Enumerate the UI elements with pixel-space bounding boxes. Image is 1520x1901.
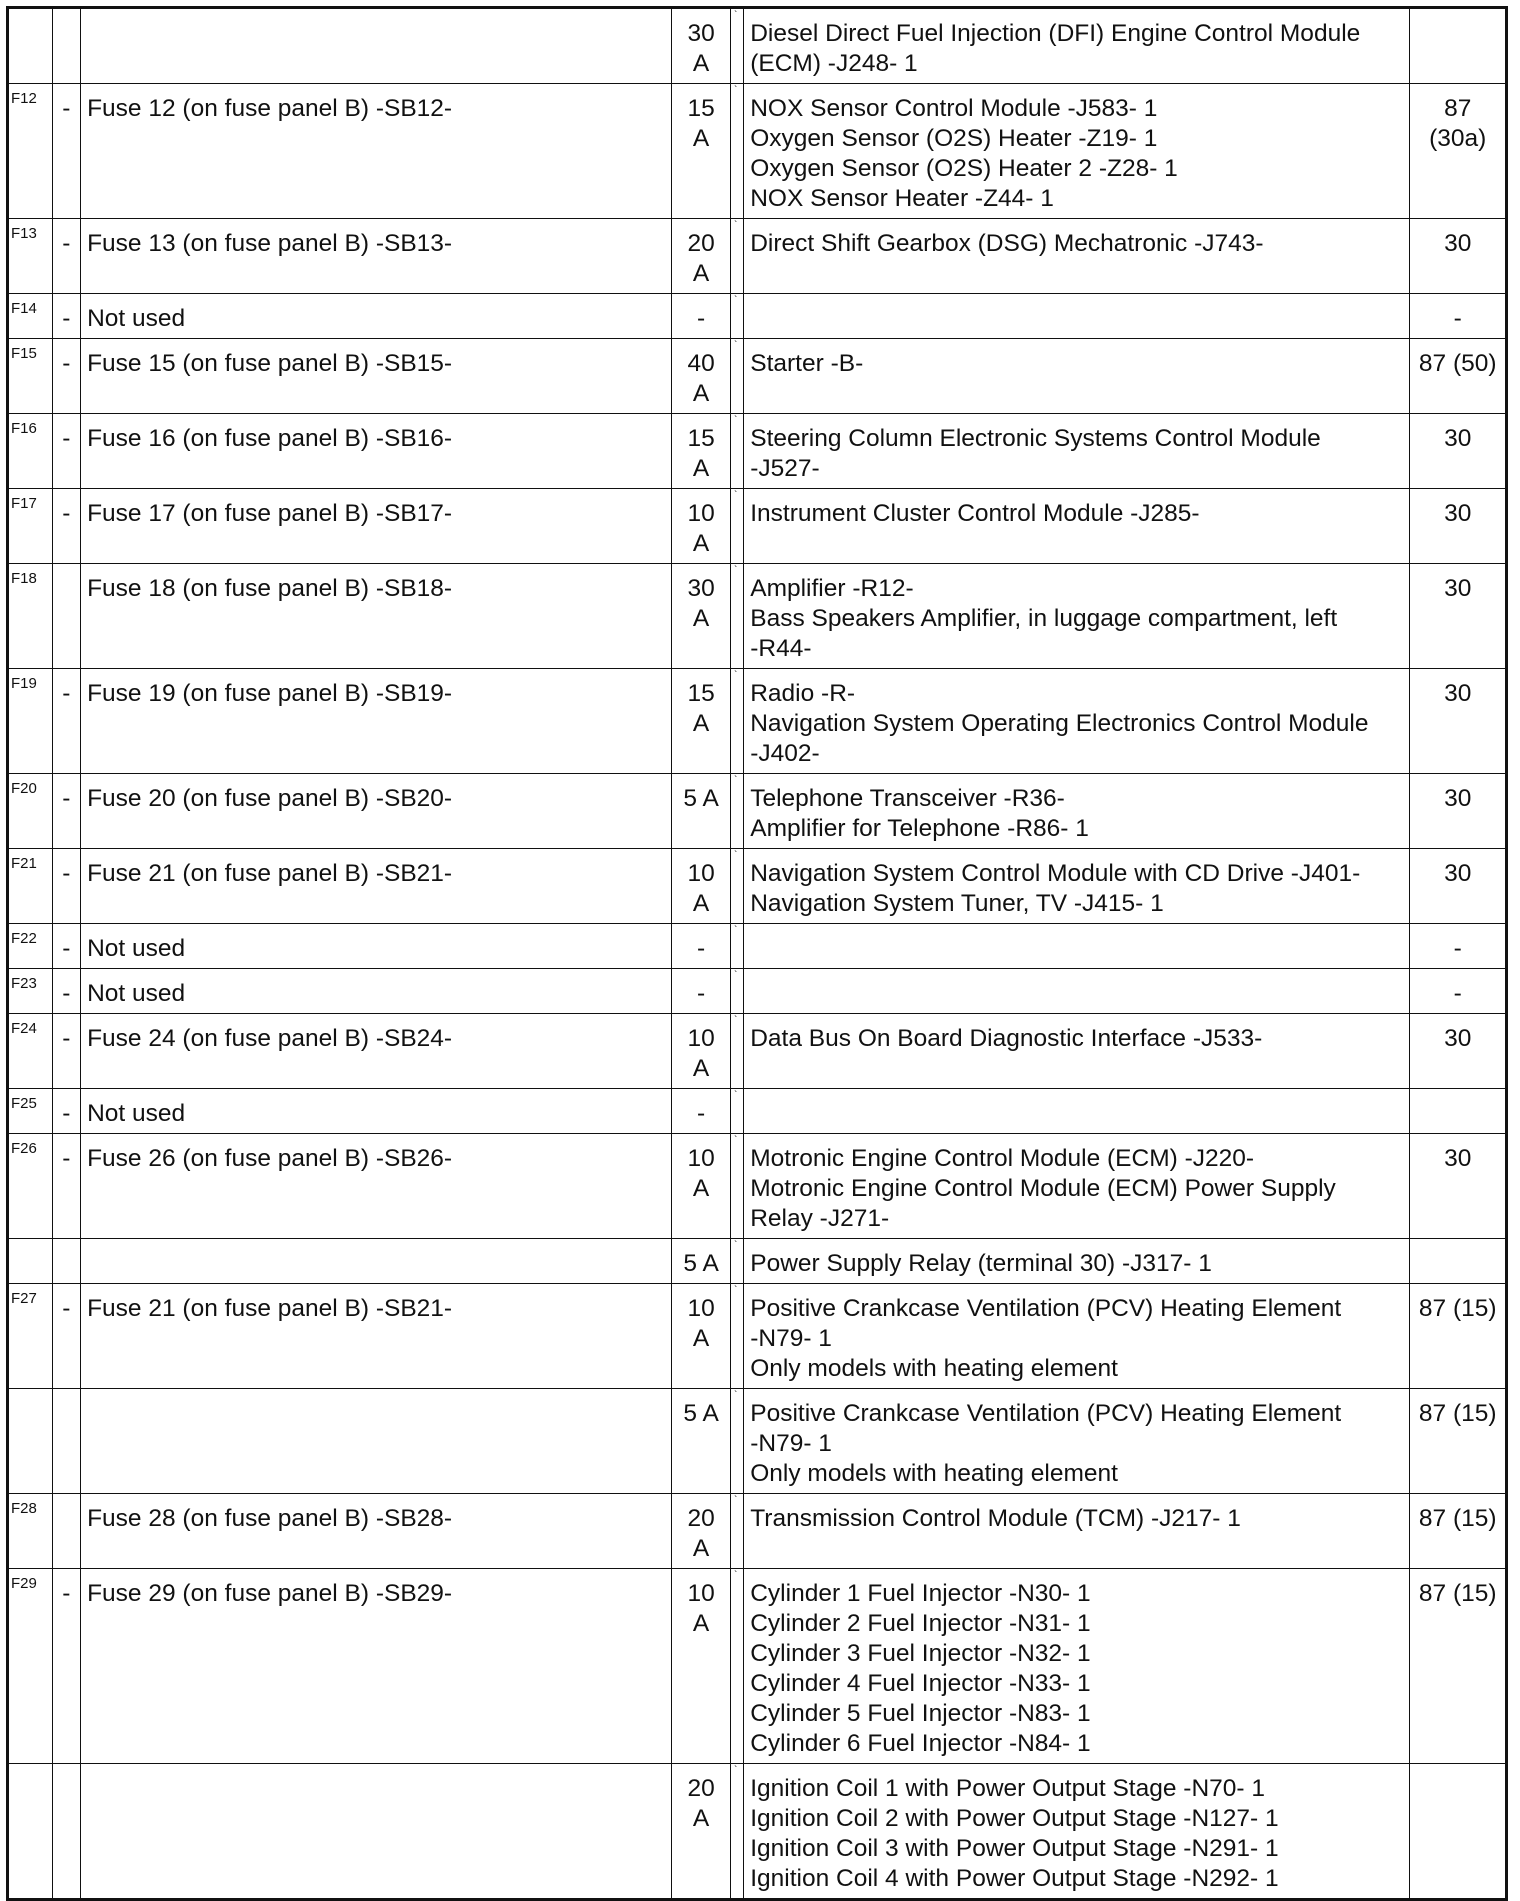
fuse-rating: [672, 1134, 731, 1239]
separator-dash: -: [52, 1284, 80, 1389]
terminal: [1410, 294, 1507, 339]
component-line: Steering Column Electronic Systems Control Module: [750, 425, 1321, 452]
circuit-components: [744, 924, 1410, 969]
rating-text: 20: [687, 1505, 715, 1532]
component-line: Cylinder 2 Fuel Injector -N31- 1: [750, 1610, 1091, 1637]
table-row: [8, 564, 1507, 669]
rating-text: 5 A: [683, 1250, 719, 1277]
fuse-number: [8, 1239, 53, 1284]
rating-text: A: [692, 1055, 710, 1082]
tick-mark: `: [731, 489, 744, 564]
tick-mark: `: [731, 774, 744, 849]
tick-mark: `: [731, 969, 744, 1014]
component-line: Positive Crankcase Ventilation (PCV) Heating Element: [750, 1295, 1342, 1322]
tick-mark: `: [731, 1134, 744, 1239]
tick-mark: `: [731, 1764, 744, 1900]
fuse-number: F20: [8, 774, 53, 849]
table-row: [8, 1239, 1507, 1284]
fuse-rating: [672, 669, 731, 774]
separator-dash: -: [52, 1569, 80, 1764]
terminal-text: 30: [1444, 500, 1472, 527]
terminal-text: -: [1453, 980, 1462, 1007]
component-line: Ignition Coil 3 with Power Output Stage -N291- 1: [750, 1835, 1279, 1862]
circuit-components: [744, 774, 1410, 849]
terminal-text: 30: [1444, 230, 1472, 257]
terminal-text: (30a): [1429, 125, 1487, 152]
rating-text: 40: [687, 350, 715, 377]
rating-text: 10: [687, 500, 715, 527]
tick-mark: `: [731, 1494, 744, 1569]
fuse-rating: [672, 1089, 731, 1134]
terminal: [1410, 1134, 1507, 1239]
circuit-components: [744, 849, 1410, 924]
component-line: Navigation System Tuner, TV -J415- 1: [750, 890, 1164, 917]
component-line: Amplifier for Telephone -R86- 1: [750, 815, 1089, 842]
fuse-number: F16: [8, 414, 53, 489]
separator-dash: -: [52, 1134, 80, 1239]
tick-mark: `: [731, 1569, 744, 1764]
component-line: -N79- 1: [750, 1325, 832, 1352]
fuse-number: F12: [8, 84, 53, 219]
component-line: NOX Sensor Heater -Z44- 1: [750, 185, 1054, 212]
table-row: [8, 414, 1507, 489]
component-line: Data Bus On Board Diagnostic Interface -J533-: [750, 1025, 1263, 1052]
terminal-text: -: [1453, 935, 1462, 962]
circuit-components: [744, 1134, 1410, 1239]
table-row: [8, 1569, 1507, 1764]
terminal-text: 30: [1444, 785, 1472, 812]
terminal: [1410, 564, 1507, 669]
fuse-description: Fuse 17 (on fuse panel B) -SB17-: [81, 489, 672, 564]
component-line: Navigation System Control Module with CD Drive -J401-: [750, 860, 1361, 887]
rating-text: 5 A: [683, 1400, 719, 1427]
fuse-rating: [672, 1389, 731, 1494]
rating-text: 15: [687, 680, 715, 707]
fuse-rating: [672, 339, 731, 414]
circuit-components: [744, 1569, 1410, 1764]
fuse-description: [81, 1239, 672, 1284]
component-line: -J527-: [750, 455, 820, 482]
separator-dash: [52, 1764, 80, 1900]
table-row: [8, 1284, 1507, 1389]
fuse-rating: [672, 219, 731, 294]
component-line: Ignition Coil 4 with Power Output Stage -N292- 1: [750, 1865, 1279, 1892]
terminal-text: 87 (15): [1418, 1295, 1497, 1322]
fuse-rating: [672, 84, 731, 219]
component-line: Telephone Transceiver -R36-: [750, 785, 1065, 812]
separator-dash: -: [52, 774, 80, 849]
fuse-description: Fuse 21 (on fuse panel B) -SB21-: [81, 1284, 672, 1389]
rating-text: 10: [687, 1145, 715, 1172]
fuse-number: F23: [8, 969, 53, 1014]
terminal: [1410, 414, 1507, 489]
separator-dash: -: [52, 84, 80, 219]
rating-text: A: [692, 1325, 710, 1352]
terminal: [1410, 219, 1507, 294]
rating-text: A: [692, 1610, 710, 1637]
component-line: Diesel Direct Fuel Injection (DFI) Engine Control Module: [750, 20, 1361, 47]
tick-mark: `: [731, 294, 744, 339]
terminal-text: 30: [1444, 1025, 1472, 1052]
component-line: Only models with heating element: [750, 1460, 1118, 1487]
rating-text: A: [692, 605, 710, 632]
table-row: [8, 1389, 1507, 1494]
fuse-number: F13: [8, 219, 53, 294]
component-line: Oxygen Sensor (O2S) Heater 2 -Z28- 1: [750, 155, 1178, 182]
component-line: Transmission Control Module (TCM) -J217- 1: [750, 1505, 1241, 1532]
terminal: [1410, 969, 1507, 1014]
separator-dash: -: [52, 414, 80, 489]
fuse-description: [81, 8, 672, 84]
component-line: Cylinder 6 Fuel Injector -N84- 1: [750, 1730, 1091, 1757]
component-line: Relay -J271-: [750, 1205, 890, 1232]
terminal: [1410, 1389, 1507, 1494]
fuse-number: F27: [8, 1284, 53, 1389]
component-line: -J402-: [750, 740, 820, 767]
fuse-number: F28: [8, 1494, 53, 1569]
table-row: [8, 669, 1507, 774]
rating-text: -: [697, 980, 706, 1007]
fuse-number: [8, 8, 53, 84]
fuse-description: Fuse 26 (on fuse panel B) -SB26-: [81, 1134, 672, 1239]
separator-dash: -: [52, 1014, 80, 1089]
table-row: [8, 219, 1507, 294]
component-line: -N79- 1: [750, 1430, 832, 1457]
fuse-number: F18: [8, 564, 53, 669]
circuit-components: [744, 1284, 1410, 1389]
terminal: [1410, 1569, 1507, 1764]
fuse-rating: [672, 294, 731, 339]
fuse-number: [8, 1764, 53, 1900]
circuit-components: [744, 669, 1410, 774]
tick-mark: `: [731, 564, 744, 669]
fuse-number: F25: [8, 1089, 53, 1134]
terminal-text: 30: [1444, 425, 1472, 452]
circuit-components: [744, 489, 1410, 564]
fuse-number: F22: [8, 924, 53, 969]
fuse-rating: [672, 1764, 731, 1900]
circuit-components: [744, 339, 1410, 414]
table-row: [8, 1134, 1507, 1239]
tick-mark: `: [731, 84, 744, 219]
terminal: [1410, 774, 1507, 849]
terminal-text: 87: [1444, 95, 1472, 122]
fuse-description: Fuse 21 (on fuse panel B) -SB21-: [81, 849, 672, 924]
component-line: Bass Speakers Amplifier, in luggage compartment, left: [750, 605, 1338, 632]
fuse-number: F29: [8, 1569, 53, 1764]
component-line: Cylinder 3 Fuel Injector -N32- 1: [750, 1640, 1091, 1667]
separator-dash: -: [52, 669, 80, 774]
tick-mark: `: [731, 1284, 744, 1389]
tick-mark: `: [731, 1389, 744, 1494]
separator-dash: -: [52, 219, 80, 294]
tick-mark: `: [731, 219, 744, 294]
terminal: [1410, 1239, 1507, 1284]
fuse-description: Fuse 15 (on fuse panel B) -SB15-: [81, 339, 672, 414]
separator-dash: [52, 1494, 80, 1569]
component-line: Navigation System Operating Electronics Control Module: [750, 710, 1369, 737]
fuse-rating: [672, 774, 731, 849]
rating-text: A: [692, 260, 710, 287]
table-row: [8, 849, 1507, 924]
tick-mark: `: [731, 414, 744, 489]
table-row: [8, 969, 1507, 1014]
rating-text: A: [692, 1535, 710, 1562]
component-line: Starter -B-: [750, 350, 864, 377]
terminal-text: 30: [1444, 575, 1472, 602]
component-line: Direct Shift Gearbox (DSG) Mechatronic -J743-: [750, 230, 1264, 257]
component-line: Motronic Engine Control Module (ECM) Power Supply: [750, 1175, 1336, 1202]
component-line: Motronic Engine Control Module (ECM) -J220-: [750, 1145, 1255, 1172]
fuse-rating: [672, 564, 731, 669]
fuse-number: F17: [8, 489, 53, 564]
fuse-rating: [672, 414, 731, 489]
table-row: [8, 1089, 1507, 1134]
fuse-description: [81, 1764, 672, 1900]
table-row: [8, 1494, 1507, 1569]
component-line: (ECM) -J248- 1: [750, 50, 918, 77]
rating-text: A: [692, 1175, 710, 1202]
fuse-rating: [672, 8, 731, 84]
terminal-text: 87 (15): [1418, 1400, 1497, 1427]
separator-dash: [52, 8, 80, 84]
fuse-rating: [672, 924, 731, 969]
fuse-description: Fuse 28 (on fuse panel B) -SB28-: [81, 1494, 672, 1569]
separator-dash: [52, 1389, 80, 1494]
fuse-rating: [672, 1494, 731, 1569]
fuse-table: [6, 6, 1508, 1901]
tick-mark: `: [731, 339, 744, 414]
circuit-components: [744, 564, 1410, 669]
rating-text: A: [692, 1805, 710, 1832]
circuit-components: [744, 1089, 1410, 1134]
separator-dash: -: [52, 969, 80, 1014]
fuse-number: F24: [8, 1014, 53, 1089]
circuit-components: [744, 1494, 1410, 1569]
rating-text: 5 A: [683, 785, 719, 812]
rating-text: A: [692, 530, 710, 557]
table-row: [8, 1764, 1507, 1900]
fuse-number: F15: [8, 339, 53, 414]
tick-mark: `: [731, 1014, 744, 1089]
fuse-description: Fuse 12 (on fuse panel B) -SB12-: [81, 84, 672, 219]
separator-dash: -: [52, 294, 80, 339]
fuse-description: Fuse 16 (on fuse panel B) -SB16-: [81, 414, 672, 489]
terminal: [1410, 1089, 1507, 1134]
terminal-text: -: [1453, 305, 1462, 332]
separator-dash: -: [52, 924, 80, 969]
component-line: Only models with heating element: [750, 1355, 1118, 1382]
rating-text: 15: [687, 425, 715, 452]
circuit-components: [744, 294, 1410, 339]
rating-text: 10: [687, 860, 715, 887]
circuit-components: [744, 8, 1410, 84]
table-row: [8, 84, 1507, 219]
fuse-description: Not used: [81, 294, 672, 339]
terminal-text: 30: [1444, 680, 1472, 707]
component-line: -R44-: [750, 635, 812, 662]
fuse-description: [81, 1389, 672, 1494]
separator-dash: [52, 1239, 80, 1284]
rating-text: A: [692, 125, 710, 152]
fuse-number: F21: [8, 849, 53, 924]
rating-text: -: [697, 935, 706, 962]
table-row: [8, 489, 1507, 564]
tick-mark: `: [731, 1239, 744, 1284]
fuse-description: Fuse 18 (on fuse panel B) -SB18-: [81, 564, 672, 669]
rating-text: 30: [687, 20, 715, 47]
fuse-description: Fuse 20 (on fuse panel B) -SB20-: [81, 774, 672, 849]
terminal: [1410, 1494, 1507, 1569]
component-line: Ignition Coil 2 with Power Output Stage -N127- 1: [750, 1805, 1279, 1832]
fuse-rating: [672, 489, 731, 564]
circuit-components: [744, 1389, 1410, 1494]
circuit-components: [744, 414, 1410, 489]
rating-text: 10: [687, 1025, 715, 1052]
fuse-description: Fuse 29 (on fuse panel B) -SB29-: [81, 1569, 672, 1764]
component-line: Cylinder 4 Fuel Injector -N33- 1: [750, 1670, 1091, 1697]
terminal: [1410, 669, 1507, 774]
terminal: [1410, 84, 1507, 219]
fuse-description: Fuse 24 (on fuse panel B) -SB24-: [81, 1014, 672, 1089]
rating-text: A: [692, 710, 710, 737]
rating-text: 10: [687, 1580, 715, 1607]
table-row: [8, 924, 1507, 969]
circuit-components: [744, 1764, 1410, 1900]
terminal-text: 87 (50): [1418, 350, 1497, 377]
component-line: NOX Sensor Control Module -J583- 1: [750, 95, 1158, 122]
terminal: [1410, 489, 1507, 564]
component-line: Radio -R-: [750, 680, 856, 707]
table-row: [8, 8, 1507, 84]
rating-text: 30: [687, 575, 715, 602]
fuse-number: [8, 1389, 53, 1494]
table-row: [8, 339, 1507, 414]
terminal: [1410, 339, 1507, 414]
rating-text: -: [697, 305, 706, 332]
table-row: [8, 774, 1507, 849]
fuse-description: Not used: [81, 969, 672, 1014]
terminal-text: 87 (15): [1418, 1505, 1497, 1532]
component-line: Power Supply Relay (terminal 30) -J317- 1: [750, 1250, 1212, 1277]
rating-text: 20: [687, 1775, 715, 1802]
table-row: [8, 1014, 1507, 1089]
table-row: [8, 294, 1507, 339]
rating-text: A: [692, 890, 710, 917]
circuit-components: [744, 1239, 1410, 1284]
terminal-text: 87 (15): [1418, 1580, 1497, 1607]
fuse-description: Not used: [81, 924, 672, 969]
component-line: Oxygen Sensor (O2S) Heater -Z19- 1: [750, 125, 1158, 152]
fuse-rows: [8, 8, 1507, 1900]
fuse-description: Fuse 13 (on fuse panel B) -SB13-: [81, 219, 672, 294]
component-line: Cylinder 5 Fuel Injector -N83- 1: [750, 1700, 1091, 1727]
tick-mark: `: [731, 1089, 744, 1134]
rating-text: 10: [687, 1295, 715, 1322]
tick-mark: `: [731, 924, 744, 969]
separator-dash: [52, 564, 80, 669]
fuse-rating: [672, 1014, 731, 1089]
terminal: [1410, 1014, 1507, 1089]
circuit-components: [744, 1014, 1410, 1089]
circuit-components: [744, 969, 1410, 1014]
rating-text: A: [692, 50, 710, 77]
separator-dash: -: [52, 339, 80, 414]
terminal: [1410, 1284, 1507, 1389]
terminal: [1410, 8, 1507, 84]
fuse-rating: [672, 969, 731, 1014]
separator-dash: -: [52, 1089, 80, 1134]
fuse-description: Not used: [81, 1089, 672, 1134]
terminal: [1410, 1764, 1507, 1900]
tick-mark: `: [731, 8, 744, 84]
component-line: Amplifier -R12-: [750, 575, 914, 602]
fuse-number: F14: [8, 294, 53, 339]
tick-mark: `: [731, 669, 744, 774]
fuse-description: Fuse 19 (on fuse panel B) -SB19-: [81, 669, 672, 774]
circuit-components: [744, 84, 1410, 219]
terminal-text: 30: [1444, 1145, 1472, 1172]
terminal-text: 30: [1444, 860, 1472, 887]
component-line: Positive Crankcase Ventilation (PCV) Heating Element: [750, 1400, 1342, 1427]
fuse-rating: [672, 1284, 731, 1389]
component-line: Cylinder 1 Fuel Injector -N30- 1: [750, 1580, 1091, 1607]
terminal: [1410, 849, 1507, 924]
fuse-number: F19: [8, 669, 53, 774]
component-line: Ignition Coil 1 with Power Output Stage -N70- 1: [750, 1775, 1265, 1802]
rating-text: 20: [687, 230, 715, 257]
rating-text: 15: [687, 95, 715, 122]
fuse-rating: [672, 849, 731, 924]
rating-text: -: [697, 1100, 706, 1127]
component-line: Instrument Cluster Control Module -J285-: [750, 500, 1200, 527]
fuse-number: F26: [8, 1134, 53, 1239]
fuse-rating: [672, 1569, 731, 1764]
rating-text: A: [692, 455, 710, 482]
tick-mark: `: [731, 849, 744, 924]
terminal: [1410, 924, 1507, 969]
separator-dash: -: [52, 489, 80, 564]
fuse-rating: [672, 1239, 731, 1284]
separator-dash: -: [52, 849, 80, 924]
circuit-components: [744, 219, 1410, 294]
rating-text: A: [692, 380, 710, 407]
